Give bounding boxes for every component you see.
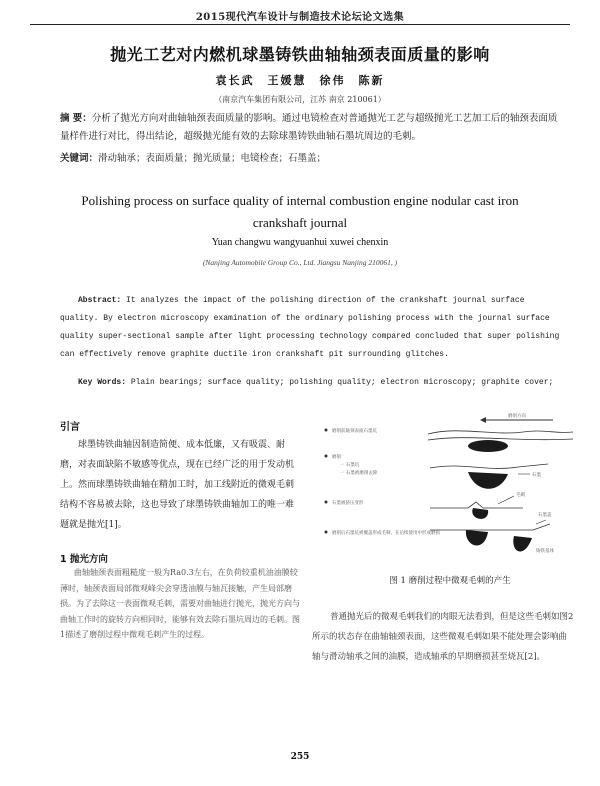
intro-paragraph: 球墨铸铁曲轴因制造简便、成本低廉，又有吸震、耐磨，对表面缺陷不敏感等优点，现在已经广泛的用于发动机上。然而球墨铸铁曲轴在精加工时，加工线附近的微观毛刺结构不容易被去除，这也导致了球墨铸铁曲轴加工的唯一难题就是抛光[1]。 xyxy=(60,440,295,530)
affiliation-cn: （南京汽车集团有限公司，江苏 南京 210061） xyxy=(214,95,386,104)
keywords-cn-label: 关键词： xyxy=(60,153,99,164)
rotation-arrowhead xyxy=(480,417,486,423)
fig-label-matrix: 铸铁基体 xyxy=(536,549,554,554)
affiliation-en: (Nanjing Automobile Group Co., Ltd. Jiangsu Nanjing 210061, ) xyxy=(202,258,398,267)
keywords-en xyxy=(60,374,566,392)
graphite-nodule-1 xyxy=(468,440,508,452)
figure-caption: 图 1 磨削过程中微观毛刺的产生 xyxy=(389,576,511,586)
paper-title-cn: 抛光工艺对内燃机球墨铸铁曲轴轴颈表面质量的影响 xyxy=(110,45,490,64)
keywords-cn xyxy=(60,150,566,168)
fig-label-step4-text: 磨削后石墨坑被覆盖形成毛刺，在后续使用中形成磨损 xyxy=(332,531,440,536)
surface-line-5 xyxy=(430,524,550,530)
authors-en: Yuan changwu wangyuanhui xuwei chenxin xyxy=(211,237,389,248)
fig-label-step3: 石墨被挤压变形 xyxy=(332,501,364,506)
paper-title-en: Polishing process on surface quality of internal combustion engine nodular cast iron crankshaft journal xyxy=(81,193,519,230)
keywords-cn-text: 滑动轴承；表面质量；抛光质量；电镜检查；石墨盖； xyxy=(98,153,327,164)
fig-label-burr: 毛刺 xyxy=(516,493,525,498)
page-number: 255 xyxy=(290,752,310,762)
section-1-heading: 1 抛光方向 xyxy=(60,554,108,565)
keywords-en-label: Key Words: xyxy=(78,378,127,387)
fig-label-rotation: 磨削方向 xyxy=(508,414,526,419)
fig-label-step2-b: 一 石墨被磨削去除 xyxy=(340,471,378,476)
abstract-en-text: It analyzes the impact of the polishing direction of the crankshaft journal surface quality. By electron microscopy examination of the ordinary polishing process with the journal surface quality super-sectional sample after light processing technology compared concluded that super polishing can effectively remove graphite ductile iron crankshaft pit surrounding glitches. xyxy=(60,296,560,359)
step3-bullet xyxy=(325,501,328,504)
fig-label-step4 xyxy=(332,529,440,536)
abstract-en xyxy=(60,292,566,364)
step1-bullet xyxy=(325,429,328,432)
surface-line-1 xyxy=(428,431,573,434)
fig-label-graphite: 石墨 xyxy=(532,473,541,478)
step4-bullet xyxy=(325,531,328,534)
fig-label-step1: 磨削前轴颈表面石墨坑 xyxy=(332,429,377,434)
running-header: 2015现代汽车设计与制造技术论坛论文选集 xyxy=(195,12,405,23)
fig-label-step2-a: 一 石墨坑 xyxy=(340,463,360,468)
step2-bullet xyxy=(325,455,328,458)
abstract-en-label: Abstract: xyxy=(78,296,122,305)
cover-leader xyxy=(536,520,546,524)
section-1-paragraph: 曲轴轴颈表面粗糙度一般为Ra0.3左右，在负荷较重机油油膜较薄时，轴颈表面局部微观峰尖会穿透油膜与轴瓦接触，产生局部磨损。为了去除这一表面微观毛刺，需要对曲轴进行抛光，抛光方向与曲轴工作时的旋转方向相同时，能够有效去除石墨坑周边的毛刺。图1描述了磨削过程中微观毛刺产生的过程。 xyxy=(60,568,300,639)
grinding-figure xyxy=(318,412,580,572)
authors-cn: 袁长武 王媛慧 徐伟 陈新 xyxy=(215,74,385,87)
keywords-en-text: Plain bearings; surface quality; polishing quality; electron microscopy; graphite cover; xyxy=(130,378,554,387)
burr-leader xyxy=(498,496,514,504)
abstract-cn-text: 分析了抛光方向对曲轴轴颈表面质量的影响。通过电镜检查对普通抛光工艺与超级抛光工艺加工后的轴颈表面质量样件进行对比，得出结论，超级抛光能有效的去除球墨铸铁曲轴石墨坑周边的毛刺。 xyxy=(60,113,558,142)
intro-heading: 引言 xyxy=(60,422,80,433)
abstract-cn xyxy=(60,110,566,146)
surface-line-2 xyxy=(428,438,573,440)
surface-line-3 xyxy=(430,464,548,468)
graphite-nodule-4 xyxy=(466,530,488,545)
graphite-nodule-2 xyxy=(468,472,508,489)
surface-line-4 xyxy=(430,502,523,508)
abstract-cn-label: 摘 要： xyxy=(60,113,92,124)
header-rule xyxy=(30,24,570,25)
graphite-nodule-3 xyxy=(472,508,488,519)
fig-label-cover: 石墨盖 xyxy=(538,513,552,518)
fig-label-step2: 磨削： xyxy=(332,455,346,460)
graphite-nodule-5 xyxy=(513,536,532,551)
right-column-paragraph: 普通抛光后的微观毛刺我们的肉眼无法看到，但是这些毛刺如图2所示的状态存在曲轴轴颈表面，这些微观毛刺如果不能处理会影响曲轴与滑动轴承之间的油膜，造成轴承的早期磨损甚至烧瓦[2]。 xyxy=(312,612,574,662)
